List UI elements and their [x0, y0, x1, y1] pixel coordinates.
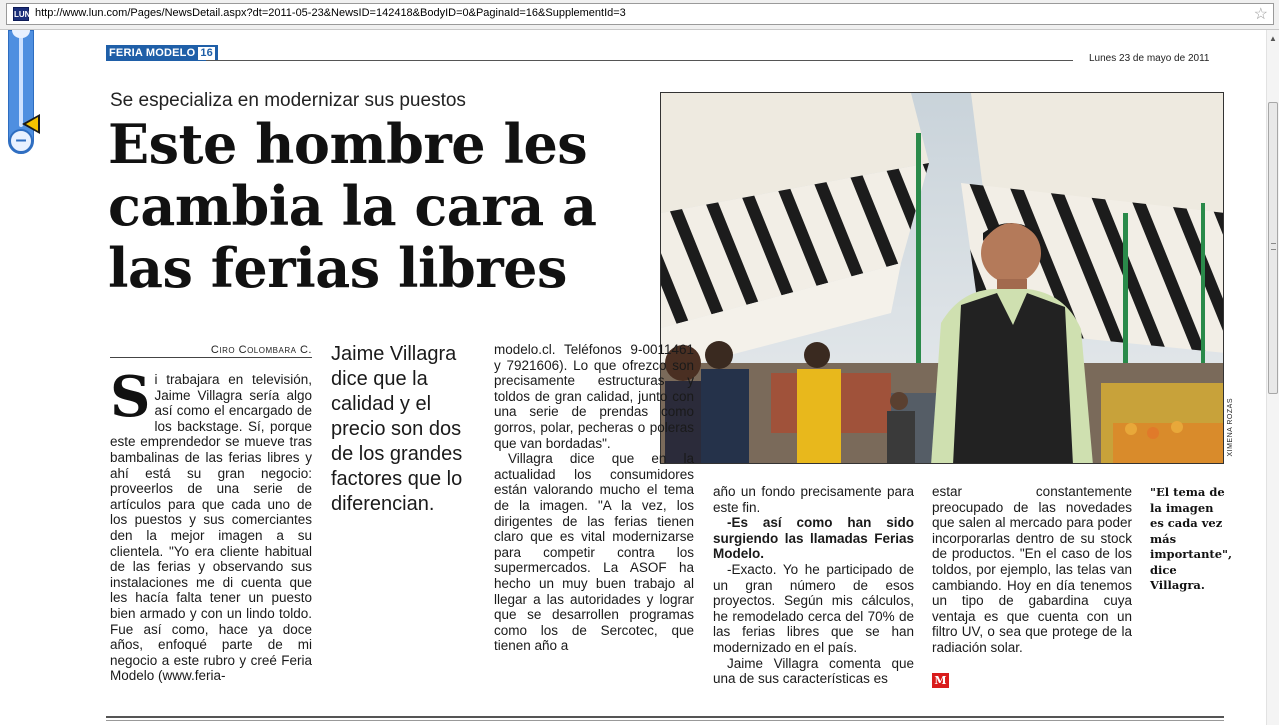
header-rule — [206, 60, 1073, 61]
section-name: FERIA MODELO — [109, 47, 196, 59]
scrollbar-thumb[interactable] — [1268, 102, 1278, 394]
url-text[interactable]: http://www.lun.com/Pages/NewsDetail.aspx?dt=2011-05-23&NewsID=142418&BodyID=0&PaginaId=16&SupplementId=3 — [35, 7, 626, 19]
page-number: 16 — [200, 47, 213, 59]
article-column-3 — [494, 342, 694, 654]
zoom-out-icon[interactable]: – — [9, 129, 33, 153]
section-tag — [106, 45, 218, 61]
address-bar — [0, 0, 1279, 30]
pull-quote: Jaime Villagra dice que la calidad y el precio son dos de los grandes factores que lo diferencian. — [331, 343, 463, 515]
col4-paragraph-3: Jaime Villagra comenta que una de sus características es — [713, 655, 914, 687]
kicker: Se especializa en modernizar sus puestos — [110, 90, 466, 111]
col5-paragraph: estar constantemente preocupado de las novedades que salen al mercado para poder incorporarlas dentro de su stock de productos. "En el caso de los toldos, por ejemplo, las telas van cambiando. Hoy en día tenemos un tipo de gabardina cuya ventaja es que cuenta con un filtro UV, o sea que protege de la radiación solar. — [932, 484, 1132, 655]
url-field[interactable] — [6, 3, 1274, 25]
byline: Ciro Colombara C. — [210, 344, 312, 356]
sidebar-quote: "El tema de la imagen es cada vez más importante", dice Villagra. — [1150, 485, 1233, 592]
page-scrollbar[interactable] — [1266, 30, 1279, 725]
article-photo — [660, 92, 1224, 464]
article-column-5 — [932, 484, 1132, 656]
zoom-handle-icon[interactable] — [22, 114, 40, 134]
drop-cap: S — [110, 364, 151, 430]
bottom-rule-thin — [106, 720, 1224, 721]
col3-paragraph-1: modelo.cl. Teléfonos 9-0011461 y 7921606). Lo que ofrezco son precisamente estructuras y toldos de gran calidad, junto con una serie de prendas como gorros, polar, pecheras o poleras que van bordadas". — [494, 342, 694, 451]
article-column-1 — [110, 364, 312, 684]
headline: Este hombre les cambia la cara a las ferias libres — [108, 112, 597, 300]
end-mark-icon: M — [932, 673, 949, 688]
issue-date: Lunes 23 de mayo de 2011 — [1089, 53, 1210, 64]
col3-paragraph-2: Villagra dice que en la actualidad los consumidores están valorando mucho el tema de la imagen. "A la vez, los dirigentes de las ferias tienen claro que es vital modernizarse para competir contra los supermercados. La ASOF ha hecho un muy buen trabajo al llegar a las autoridades y lograr que se desarrollen programas como los de Sercotec, que tienen año a — [494, 451, 694, 654]
col4-paragraph-2: -Exacto. Yo he participado de un gran número de esos proyectos. Según mis cálculos, he remodelado cerca del 70% de las ferias libres que se han modernizado en el país. — [713, 561, 914, 655]
col4-paragraph-1: año un fondo precisamente para este fin. — [713, 484, 914, 515]
interview-question: -Es así como han sido surgiendo las llamadas Ferias Modelo. — [713, 515, 914, 562]
site-favicon-icon: LUN — [13, 7, 29, 21]
photo-credit: XIMENA ROZAS — [1227, 398, 1234, 457]
col1-text: i trabajara en televisión, Jaime Villagra sería algo así como el encargado de los backstage. Sí, porque este emprendedor se mueve tras bambalinas de las ferias libres y ahí está su gran negocio: proveerlos de una serie de artículos para que cada uno de los puestos y sus comerciantes den la mejor imagen a su clientela. "Yo era cliente habitual de las ferias y observando sus instalaciones me di cuenta que les hacía falta tener un puesto bien armado y con un lindo toldo. Fue así como, hace ya doce años, enfoqué parte de mi negocio a este rubro y creé Feria Modelo (www.feria- — [110, 372, 312, 684]
market-stall-illustration — [661, 93, 1224, 464]
byline-rule — [110, 357, 312, 358]
bookmark-star-icon[interactable]: ☆ — [1253, 6, 1268, 23]
article-column-4 — [713, 484, 914, 687]
bottom-rule — [106, 716, 1224, 718]
scrollbar-grip-icon — [1271, 243, 1276, 250]
scroll-up-icon[interactable]: ▲ — [1269, 34, 1277, 43]
